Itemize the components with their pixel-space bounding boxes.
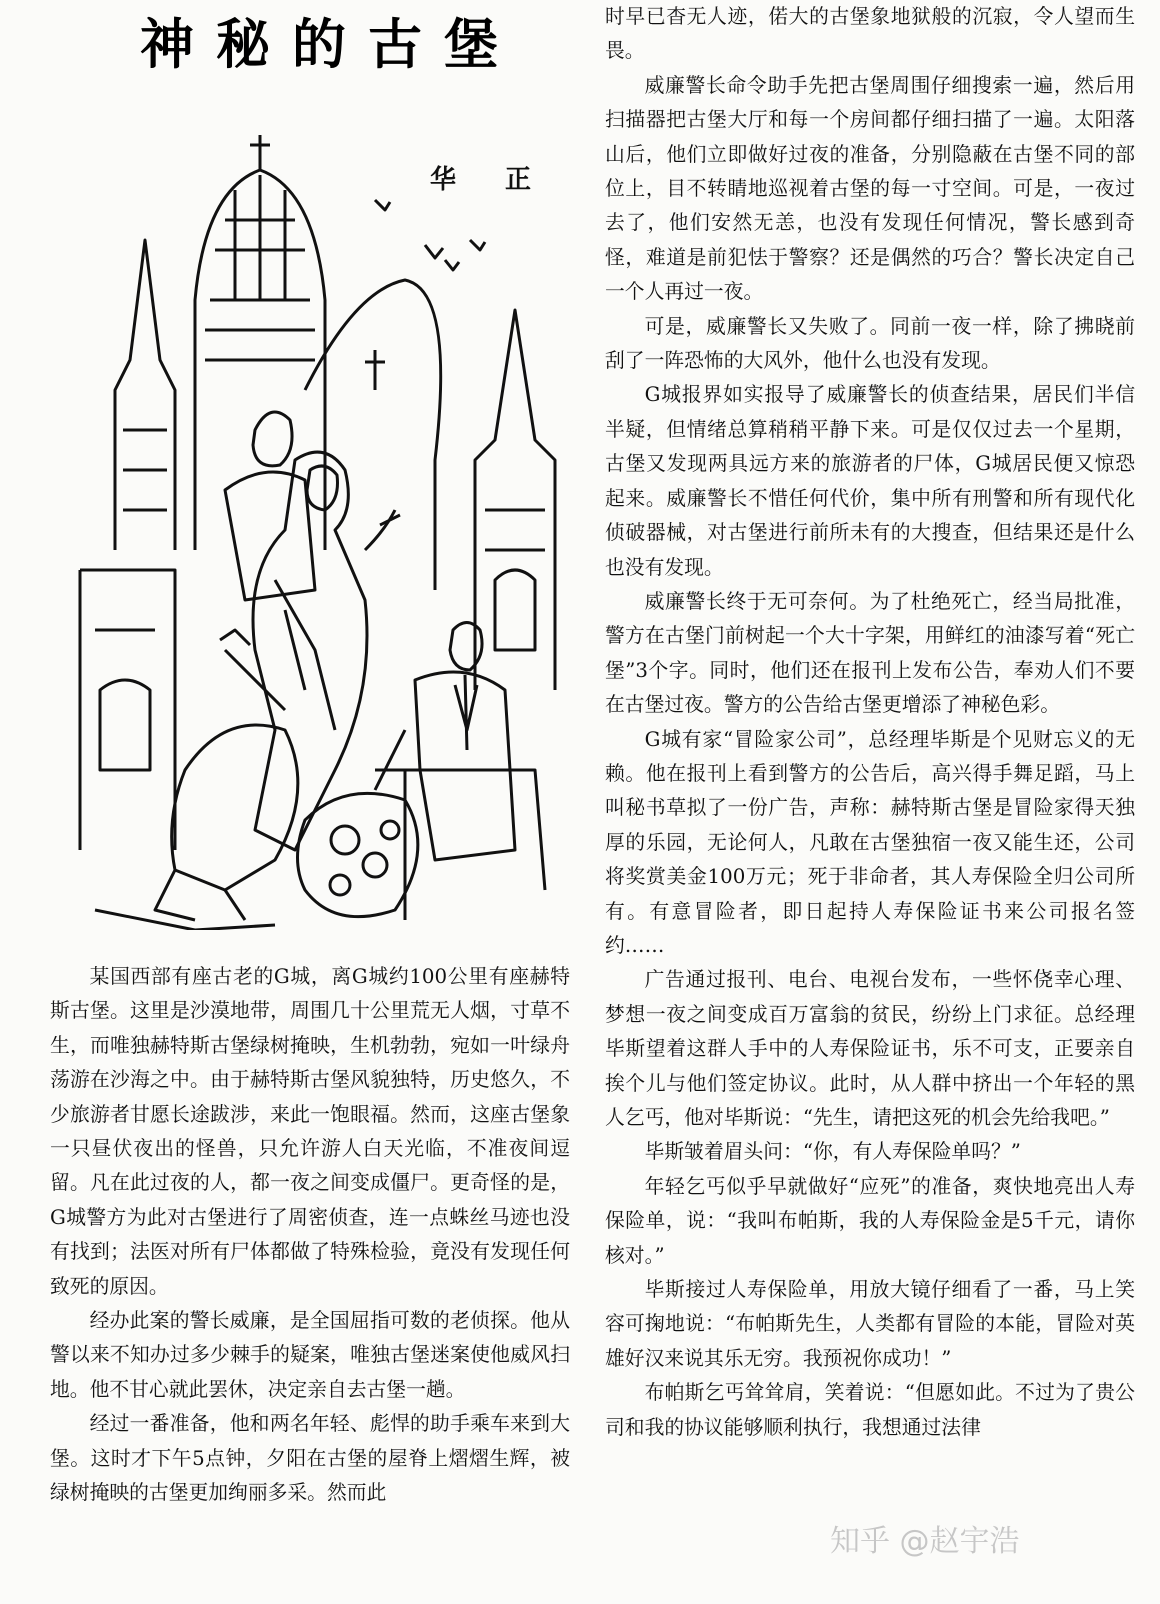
left-column: [50, 0, 570, 1604]
article-title: 神秘的古堡: [140, 13, 520, 76]
paragraph: 可是，威廉警长又失败了。同前一夜一样，除了拂晓前刮了一阵恐怖的大风外，他什么也没有发现。: [605, 314, 1135, 373]
castle-illustration: [75, 130, 575, 930]
paragraph: 布帕斯乞丐耸耸肩，笑着说：“但愿如此。不过为了贵公司和我的协议能够顺利执行，我想通过法律: [605, 1381, 1135, 1439]
left-text-block: [50, 960, 570, 1511]
paragraph: G城有家“冒险家公司”，总经理毕斯是个见财忘义的无赖。他在报刊上看到警方的公告后，高兴得手舞足蹈，马上叫秘书草拟了一份广告，声称：赫特斯古堡是冒险家得天独厚的乐园，无论何人，凡敢在古堡独宿一夜又能生还，公司将奖赏美金100万元；死于非命者，其人寿保险全归公司所有。有意冒险者，即日起持人寿保险证书来公司报名签约……: [605, 727, 1135, 957]
paragraph: 广告通过报刊、电台、电视台发布，一些怀侥幸心理、梦想一夜之间变成百万富翁的贫民，纷纷上门求征。总经理毕斯望着这群人手中的人寿保险证书，乐不可支，正要亲自挨个儿与他们签定协议。此时，从人群中挤出一个年轻的黑人乞丐，他对毕斯说：“先生，请把这死的机会先给我吧。”: [605, 968, 1135, 1129]
paragraph: 威廉警长命令助手先把古堡周围仔细搜索一遍，然后用扫描器把古堡大厅和每一个房间都仔细扫描了一遍。太阳落山后，他们立即做好过夜的准备，分别隐蔽在古堡不同的部位上，目不转睛地巡视着古堡的每一寸空间。可是，一夜过去了，他们安然无恙，也没有发现任何情况，警长感到奇怪，难道是前犯怯于警察？还是偶然的巧合？警长决定自己一个人再过一夜。: [605, 73, 1135, 304]
paragraph: 毕斯皱着眉头问：“你，有人寿保险单吗？”: [644, 1140, 1021, 1164]
right-text-block: [605, 0, 1135, 1445]
paragraph: 威廉警长终于无可奈何。为了杜绝死亡，经当局批准，警方在古堡门前树起一个大十字架，用鲜红的油漆写着“死亡堡”3个字。同时，他们还在报刊上发布公告，奉劝人们不要在古堡过夜。警方的公告给古堡更增添了神秘色彩。: [605, 589, 1135, 717]
watermark: 知乎 @赵宇浩: [830, 1524, 1020, 1559]
paragraph: 经过一番准备，他和两名年轻、彪悍的助手乘车来到大堡。这时才下午5点钟，夕阳在古堡的屋脊上熠熠生辉，被绿树掩映的古堡更加绚丽多采。然而此: [50, 1412, 570, 1505]
paragraph: 经办此案的警长威廉，是全国屈指可数的老侦探。他从警以来不知办过多少棘手的疑案，唯独古堡迷案使他威风扫地。他不甘心就此罢休，决定亲自去古堡一趟。: [50, 1309, 570, 1401]
paragraph: 某国西部有座古老的G城，离G城约100公里有座赫特斯古堡。这里是沙漠地带，周围几十公里荒无人烟，寸草不生，而唯独赫特斯古堡绿树掩映，生机勃勃，宛如一叶绿舟荡游在沙海之中。由于赫特斯古堡风貌独特，历史悠久，不少旅游者甘愿长途跋涉，来此一饱眼福。然而，这座古堡象一只昼伏夜出的怪兽，只允许游人白天光临，不准夜间逗留。凡在此过夜的人，都一夜之间变成僵尸。更奇怪的是，G城警方为此对古堡进行了周密侦查，连一点蛛丝马迹也没有找到；法医对所有尸体都做了特殊检验，竟没有发现任何致死的原因。: [50, 965, 570, 1298]
paragraph: 年轻乞丐似乎早就做好“应死”的准备，爽快地亮出人寿保险单，说：“我叫布帕斯，我的人寿保险金是5千元，请你核对。”: [605, 1174, 1135, 1267]
paragraph: G城报界如实报导了威廉警长的侦查结果，居民们半信半疑，但情绪总算稍稍平静下来。可是仅仅过去一个星期，古堡又发现两具远方来的旅游者的尸体，G城居民便又惊恐起来。威廉警长不惜任何代价，集中所有刑警和所有现代化侦破器械，对古堡进行前所未有的大搜查，但结果还是什么也没有发现。: [605, 383, 1135, 579]
paragraph-continuation: 时早已杳无人迹，偌大的古堡象地狱般的沉寂，令人望而生畏。: [605, 5, 1135, 63]
right-column: [605, 0, 1135, 1604]
paragraph: 毕斯接过人寿保险单，用放大镜仔细看了一番，马上笑容可掬地说：“布帕斯先生，人类都有冒险的本能，冒险对英雄好汉来说其乐无穷。我预祝你成功！”: [605, 1278, 1135, 1370]
article-author: 华 正: [430, 165, 552, 195]
